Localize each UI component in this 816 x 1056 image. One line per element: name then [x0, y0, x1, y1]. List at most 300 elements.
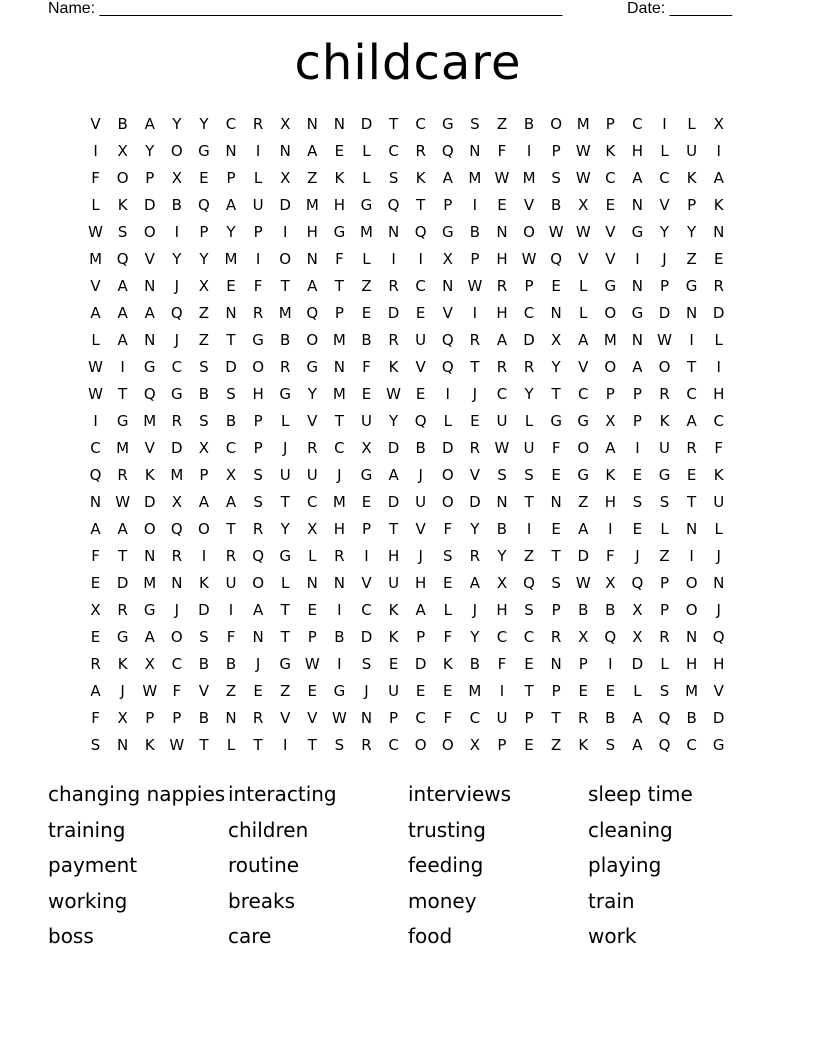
grid-letter[interactable]: K [388, 601, 399, 619]
grid-letter[interactable]: O [279, 250, 292, 268]
grid-letter[interactable]: A [117, 331, 128, 349]
grid-letter[interactable]: G [631, 223, 644, 241]
grid-letter[interactable]: U [388, 682, 400, 700]
grid-letter[interactable]: G [577, 466, 590, 484]
grid-letter[interactable]: D [360, 115, 373, 133]
grid-letter[interactable]: E [361, 493, 372, 511]
grid-letter[interactable]: W [494, 439, 510, 457]
grid-letter[interactable]: H [496, 304, 508, 322]
grid-letter[interactable]: A [442, 169, 453, 187]
grid-letter[interactable]: E [524, 655, 534, 673]
grid-letter[interactable]: T [226, 520, 236, 538]
grid-letter[interactable]: E [713, 250, 724, 268]
grid-letter[interactable]: R [659, 385, 670, 403]
grid-letter[interactable]: P [199, 466, 209, 484]
grid-letter[interactable]: K [659, 412, 670, 430]
grid-letter[interactable]: G [279, 547, 292, 565]
grid-letter[interactable]: X [496, 574, 508, 592]
grid-letter[interactable]: E [551, 277, 561, 295]
grid-letter[interactable]: T [199, 736, 209, 754]
grid-letter[interactable]: N [550, 493, 562, 511]
grid-letter[interactable]: I [635, 439, 640, 457]
grid-letter[interactable]: J [662, 250, 667, 268]
grid-letter[interactable]: I [526, 520, 532, 538]
grid-letter[interactable]: R [659, 628, 670, 646]
grid-letter[interactable]: R [469, 547, 481, 565]
grid-letter[interactable]: R [496, 277, 508, 295]
grid-letter[interactable]: C [225, 439, 237, 457]
grid-letter[interactable]: O [170, 628, 183, 646]
grid-letter[interactable]: Q [198, 196, 210, 214]
grid-letter[interactable]: Z [198, 331, 210, 349]
grid-letter[interactable]: E [578, 682, 588, 700]
grid-letter[interactable]: D [469, 493, 481, 511]
grid-letter[interactable]: L [660, 142, 669, 160]
grid-letter[interactable]: V [144, 250, 155, 268]
grid-letter[interactable]: A [388, 466, 399, 484]
grid-letter[interactable]: S [659, 493, 670, 511]
grid-letter[interactable]: S [199, 412, 209, 430]
grid-letter[interactable]: M [89, 250, 103, 268]
grid-letter[interactable]: Q [252, 547, 265, 565]
grid-letter[interactable]: D [712, 709, 725, 727]
grid-letter[interactable]: O [252, 358, 265, 376]
grid-letter[interactable]: F [551, 439, 561, 457]
grid-letter[interactable]: W [467, 277, 483, 295]
grid-letter[interactable]: N [279, 142, 291, 160]
grid-letter[interactable]: S [253, 466, 263, 484]
grid-letter[interactable]: N [685, 304, 698, 322]
grid-letter[interactable]: Y [226, 223, 236, 241]
grid-letter[interactable]: U [415, 493, 427, 511]
grid-letter[interactable]: J [418, 547, 423, 565]
grid-letter[interactable]: P [145, 169, 155, 187]
grid-letter[interactable]: C [686, 736, 697, 754]
grid-letter[interactable]: N [144, 331, 156, 349]
grid-letter[interactable]: R [252, 304, 264, 322]
grid-letter[interactable]: G [550, 412, 562, 430]
grid-letter[interactable]: N [225, 304, 237, 322]
grid-letter[interactable]: B [334, 628, 345, 646]
grid-letter[interactable]: J [282, 439, 288, 457]
grid-letter[interactable]: S [334, 736, 345, 754]
grid-letter[interactable]: A [307, 277, 318, 295]
grid-letter[interactable]: D [712, 304, 725, 322]
grid-letter[interactable]: T [524, 682, 534, 700]
grid-letter[interactable]: H [685, 655, 698, 673]
grid-letter[interactable]: T [226, 331, 236, 349]
grid-letter[interactable]: A [632, 736, 643, 754]
grid-letter[interactable]: E [90, 628, 101, 646]
grid-letter[interactable]: G [116, 412, 129, 430]
grid-letter[interactable]: W [575, 169, 591, 187]
grid-letter[interactable]: F [253, 277, 263, 295]
grid-letter[interactable]: X [578, 628, 589, 646]
grid-letter[interactable]: W [521, 250, 537, 268]
grid-letter[interactable]: I [282, 736, 288, 754]
grid-letter[interactable]: K [713, 466, 724, 484]
grid-letter[interactable]: X [117, 709, 128, 727]
grid-letter[interactable]: U [523, 439, 535, 457]
grid-letter[interactable]: G [360, 466, 373, 484]
grid-letter[interactable]: L [714, 331, 723, 349]
grid-letter[interactable]: Q [116, 250, 129, 268]
grid-letter[interactable]: H [306, 223, 318, 241]
grid-letter[interactable]: I [418, 250, 423, 268]
grid-letter[interactable]: V [578, 358, 589, 376]
grid-letter[interactable]: G [631, 304, 644, 322]
grid-letter[interactable]: I [635, 250, 640, 268]
grid-letter[interactable]: Y [659, 223, 670, 241]
grid-letter[interactable]: S [632, 493, 643, 511]
grid-letter[interactable]: V [659, 196, 670, 214]
grid-letter[interactable]: B [686, 709, 697, 727]
grid-letter[interactable]: S [443, 547, 453, 565]
grid-letter[interactable]: N [713, 223, 725, 241]
grid-letter[interactable]: U [252, 196, 264, 214]
grid-letter[interactable]: K [415, 169, 426, 187]
grid-letter[interactable]: T [687, 358, 697, 376]
grid-letter[interactable]: F [226, 628, 236, 646]
grid-letter[interactable]: P [605, 115, 615, 133]
grid-letter[interactable]: C [686, 385, 697, 403]
grid-letter[interactable]: V [198, 682, 210, 700]
grid-letter[interactable]: I [282, 223, 288, 241]
grid-letter[interactable]: N [631, 331, 644, 349]
grid-letter[interactable]: V [605, 223, 616, 241]
grid-letter[interactable]: A [225, 493, 237, 511]
grid-letter[interactable]: F [714, 439, 724, 457]
grid-letter[interactable]: Z [551, 736, 562, 754]
grid-letter[interactable]: D [171, 439, 183, 457]
grid-letter[interactable]: T [280, 628, 290, 646]
grid-letter[interactable]: Y [551, 358, 561, 376]
grid-letter[interactable]: Y [280, 520, 290, 538]
grid-letter[interactable]: A [686, 412, 697, 430]
grid-letter[interactable]: F [443, 520, 453, 538]
grid-letter[interactable]: N [171, 574, 183, 592]
grid-letter[interactable]: R [225, 547, 237, 565]
grid-letter[interactable]: A [117, 520, 128, 538]
grid-letter[interactable]: L [579, 304, 588, 322]
grid-letter[interactable]: E [334, 142, 345, 160]
grid-letter[interactable]: L [633, 682, 642, 700]
grid-letter[interactable]: V [361, 574, 372, 592]
grid-letter[interactable]: Z [578, 493, 589, 511]
grid-letter[interactable]: P [253, 439, 263, 457]
grid-letter[interactable]: J [418, 466, 423, 484]
grid-letter[interactable]: Z [361, 277, 372, 295]
grid-letter[interactable]: S [524, 466, 534, 484]
grid-letter[interactable]: U [279, 466, 291, 484]
grid-letter[interactable]: K [144, 466, 155, 484]
grid-letter[interactable]: I [445, 385, 450, 403]
grid-letter[interactable]: D [577, 547, 590, 565]
grid-letter[interactable]: A [713, 169, 724, 187]
grid-letter[interactable]: N [496, 223, 508, 241]
grid-letter[interactable]: Q [441, 358, 454, 376]
grid-letter[interactable]: P [253, 412, 263, 430]
grid-letter[interactable]: F [443, 628, 453, 646]
grid-letter[interactable]: E [632, 520, 643, 538]
grid-letter[interactable]: C [523, 304, 535, 322]
grid-letter[interactable]: D [198, 601, 210, 619]
grid-letter[interactable]: K [578, 736, 589, 754]
grid-letter[interactable]: P [687, 196, 697, 214]
grid-letter[interactable]: F [497, 655, 507, 673]
grid-letter[interactable]: R [388, 331, 399, 349]
grid-letter[interactable]: X [551, 331, 562, 349]
grid-letter[interactable]: L [579, 277, 588, 295]
grid-letter[interactable]: S [659, 682, 670, 700]
grid-letter[interactable]: I [337, 655, 342, 673]
grid-letter[interactable]: T [416, 196, 426, 214]
grid-letter[interactable]: P [551, 601, 561, 619]
grid-letter[interactable]: N [225, 142, 237, 160]
grid-letter[interactable]: L [91, 196, 100, 214]
grid-letter[interactable]: I [255, 250, 261, 268]
grid-letter[interactable]: C [496, 628, 508, 646]
grid-letter[interactable]: L [281, 574, 290, 592]
grid-letter[interactable]: P [659, 601, 670, 619]
grid-letter[interactable]: P [524, 277, 534, 295]
grid-letter[interactable]: E [253, 682, 263, 700]
grid-letter[interactable]: I [391, 250, 396, 268]
grid-letter[interactable]: O [414, 736, 427, 754]
grid-letter[interactable]: O [604, 358, 617, 376]
grid-letter[interactable]: E [388, 655, 399, 673]
grid-letter[interactable]: M [332, 493, 346, 511]
grid-letter[interactable]: Z [523, 547, 535, 565]
grid-letter[interactable]: N [144, 277, 156, 295]
grid-letter[interactable]: X [632, 601, 643, 619]
grid-letter[interactable]: W [142, 682, 158, 700]
grid-letter[interactable]: U [360, 412, 372, 430]
grid-letter[interactable]: I [228, 601, 234, 619]
grid-letter[interactable]: T [388, 520, 399, 538]
grid-letter[interactable]: J [472, 385, 478, 403]
grid-letter[interactable]: R [252, 709, 264, 727]
grid-letter[interactable]: E [551, 520, 561, 538]
grid-letter[interactable]: C [388, 736, 399, 754]
grid-letter[interactable]: G [441, 115, 454, 133]
grid-letter[interactable]: A [144, 628, 155, 646]
grid-letter[interactable]: P [578, 655, 588, 673]
grid-letter[interactable]: V [144, 439, 155, 457]
grid-letter[interactable]: E [415, 682, 426, 700]
grid-letter[interactable]: W [386, 385, 401, 403]
grid-letter[interactable]: B [171, 196, 182, 214]
grid-letter[interactable]: Q [441, 331, 454, 349]
grid-letter[interactable]: C [632, 115, 643, 133]
grid-letter[interactable]: D [523, 331, 535, 349]
grid-letter[interactable]: J [364, 682, 369, 700]
grid-letter[interactable]: P [659, 574, 670, 592]
grid-letter[interactable]: O [685, 574, 698, 592]
grid-letter[interactable]: E [415, 304, 426, 322]
grid-letter[interactable]: M [305, 196, 319, 214]
grid-letter[interactable]: L [443, 412, 452, 430]
grid-letter[interactable]: B [605, 709, 616, 727]
grid-letter[interactable]: C [307, 493, 318, 511]
grid-letter[interactable]: G [279, 385, 292, 403]
grid-letter[interactable]: S [199, 628, 209, 646]
grid-letter[interactable]: S [551, 169, 561, 187]
grid-letter[interactable]: R [469, 439, 481, 457]
grid-letter[interactable]: J [120, 682, 125, 700]
grid-letter[interactable]: N [469, 142, 481, 160]
grid-letter[interactable]: I [255, 142, 261, 160]
grid-letter[interactable]: K [605, 142, 616, 160]
grid-letter[interactable]: X [198, 439, 210, 457]
grid-letter[interactable]: W [575, 574, 591, 592]
grid-letter[interactable]: P [497, 736, 507, 754]
grid-letter[interactable]: N [117, 736, 129, 754]
grid-letter[interactable]: K [199, 574, 209, 592]
grid-letter[interactable]: H [252, 385, 264, 403]
grid-letter[interactable]: D [143, 196, 156, 214]
grid-letter[interactable]: S [199, 358, 209, 376]
grid-letter[interactable]: D [414, 655, 427, 673]
grid-letter[interactable]: E [686, 466, 697, 484]
grid-letter[interactable]: P [632, 412, 642, 430]
grid-letter[interactable]: D [441, 439, 454, 457]
grid-letter[interactable]: O [441, 736, 454, 754]
grid-letter[interactable]: L [714, 520, 723, 538]
grid-letter[interactable]: I [608, 520, 613, 538]
grid-letter[interactable]: R [388, 277, 399, 295]
grid-letter[interactable]: K [442, 655, 453, 673]
grid-letter[interactable]: B [225, 655, 237, 673]
grid-letter[interactable]: F [172, 682, 182, 700]
grid-letter[interactable]: N [387, 223, 400, 241]
grid-letter[interactable]: S [253, 493, 263, 511]
grid-letter[interactable]: X [578, 196, 589, 214]
grid-letter[interactable]: N [442, 277, 454, 295]
grid-letter[interactable]: R [252, 115, 264, 133]
grid-letter[interactable]: B [550, 196, 562, 214]
grid-letter[interactable]: G [577, 412, 590, 430]
grid-letter[interactable]: T [551, 709, 561, 727]
grid-letter[interactable]: G [685, 277, 698, 295]
grid-letter[interactable]: X [469, 736, 480, 754]
grid-letter[interactable]: S [388, 169, 399, 187]
grid-letter[interactable]: Y [307, 385, 317, 403]
grid-letter[interactable]: N [333, 115, 345, 133]
grid-letter[interactable]: S [551, 574, 561, 592]
grid-letter[interactable]: R [686, 439, 697, 457]
grid-letter[interactable]: Q [550, 250, 563, 268]
grid-letter[interactable]: O [143, 223, 156, 241]
grid-letter[interactable]: P [551, 682, 561, 700]
grid-letter[interactable]: J [174, 277, 180, 295]
grid-letter[interactable]: R [550, 628, 562, 646]
grid-letter[interactable]: N [713, 574, 725, 592]
grid-letter[interactable]: B [496, 520, 508, 538]
grid-letter[interactable]: R [279, 358, 291, 376]
grid-letter[interactable]: T [334, 412, 344, 430]
grid-letter[interactable]: B [578, 601, 589, 619]
grid-letter[interactable]: D [658, 304, 671, 322]
grid-letter[interactable]: T [524, 493, 534, 511]
grid-letter[interactable]: C [577, 385, 589, 403]
grid-letter[interactable]: L [524, 412, 534, 430]
grid-letter[interactable]: D [225, 358, 237, 376]
grid-letter[interactable]: H [604, 493, 616, 511]
grid-letter[interactable]: S [524, 601, 534, 619]
grid-letter[interactable]: M [332, 331, 346, 349]
grid-letter[interactable]: D [143, 493, 156, 511]
grid-letter[interactable]: R [361, 736, 372, 754]
grid-letter[interactable]: X [361, 439, 372, 457]
grid-letter[interactable]: E [415, 385, 426, 403]
grid-letter[interactable]: A [90, 520, 101, 538]
grid-letter[interactable]: K [388, 358, 399, 376]
grid-letter[interactable]: O [577, 439, 590, 457]
grid-letter[interactable]: Y [497, 547, 507, 565]
grid-letter[interactable]: M [332, 385, 346, 403]
grid-letter[interactable]: B [198, 385, 210, 403]
grid-letter[interactable]: N [685, 520, 698, 538]
grid-letter[interactable]: D [116, 574, 129, 592]
grid-letter[interactable]: Y [388, 412, 399, 430]
grid-letter[interactable]: E [199, 169, 209, 187]
grid-letter[interactable]: P [524, 709, 534, 727]
grid-letter[interactable]: X [605, 574, 616, 592]
grid-letter[interactable]: E [632, 466, 643, 484]
grid-letter[interactable]: R [171, 412, 183, 430]
grid-letter[interactable]: N [144, 547, 156, 565]
grid-letter[interactable]: N [306, 574, 318, 592]
grid-letter[interactable]: A [578, 520, 589, 538]
grid-letter[interactable]: F [443, 709, 453, 727]
grid-letter[interactable]: P [605, 385, 615, 403]
grid-letter[interactable]: U [686, 142, 698, 160]
grid-letter[interactable]: D [279, 196, 291, 214]
grid-letter[interactable]: A [605, 439, 616, 457]
grid-letter[interactable]: U [415, 331, 427, 349]
grid-letter[interactable]: I [716, 358, 721, 376]
grid-letter[interactable]: A [632, 169, 643, 187]
grid-letter[interactable]: X [198, 277, 210, 295]
grid-letter[interactable]: O [170, 142, 183, 160]
grid-letter[interactable]: H [496, 250, 508, 268]
grid-letter[interactable]: G [333, 682, 346, 700]
grid-letter[interactable]: Q [387, 196, 400, 214]
grid-letter[interactable]: K [686, 169, 697, 187]
grid-letter[interactable]: C [171, 655, 183, 673]
grid-letter[interactable]: C [415, 709, 426, 727]
grid-letter[interactable]: E [524, 736, 534, 754]
grid-letter[interactable]: G [252, 331, 264, 349]
grid-letter[interactable]: Y [199, 250, 209, 268]
grid-letter[interactable]: L [308, 547, 317, 565]
grid-letter[interactable]: F [91, 547, 100, 565]
grid-letter[interactable]: X [90, 601, 101, 619]
grid-letter[interactable]: M [360, 223, 373, 241]
grid-letter[interactable]: I [716, 142, 721, 160]
grid-letter[interactable]: I [93, 142, 98, 160]
grid-letter[interactable]: X [307, 520, 318, 538]
grid-letter[interactable]: L [660, 655, 669, 673]
grid-letter[interactable]: K [144, 736, 155, 754]
grid-letter[interactable]: K [388, 628, 399, 646]
grid-letter[interactable]: T [280, 601, 290, 619]
grid-letter[interactable]: C [523, 628, 535, 646]
grid-letter[interactable]: L [281, 412, 290, 430]
grid-letter[interactable]: E [605, 196, 616, 214]
grid-letter[interactable]: I [174, 223, 180, 241]
